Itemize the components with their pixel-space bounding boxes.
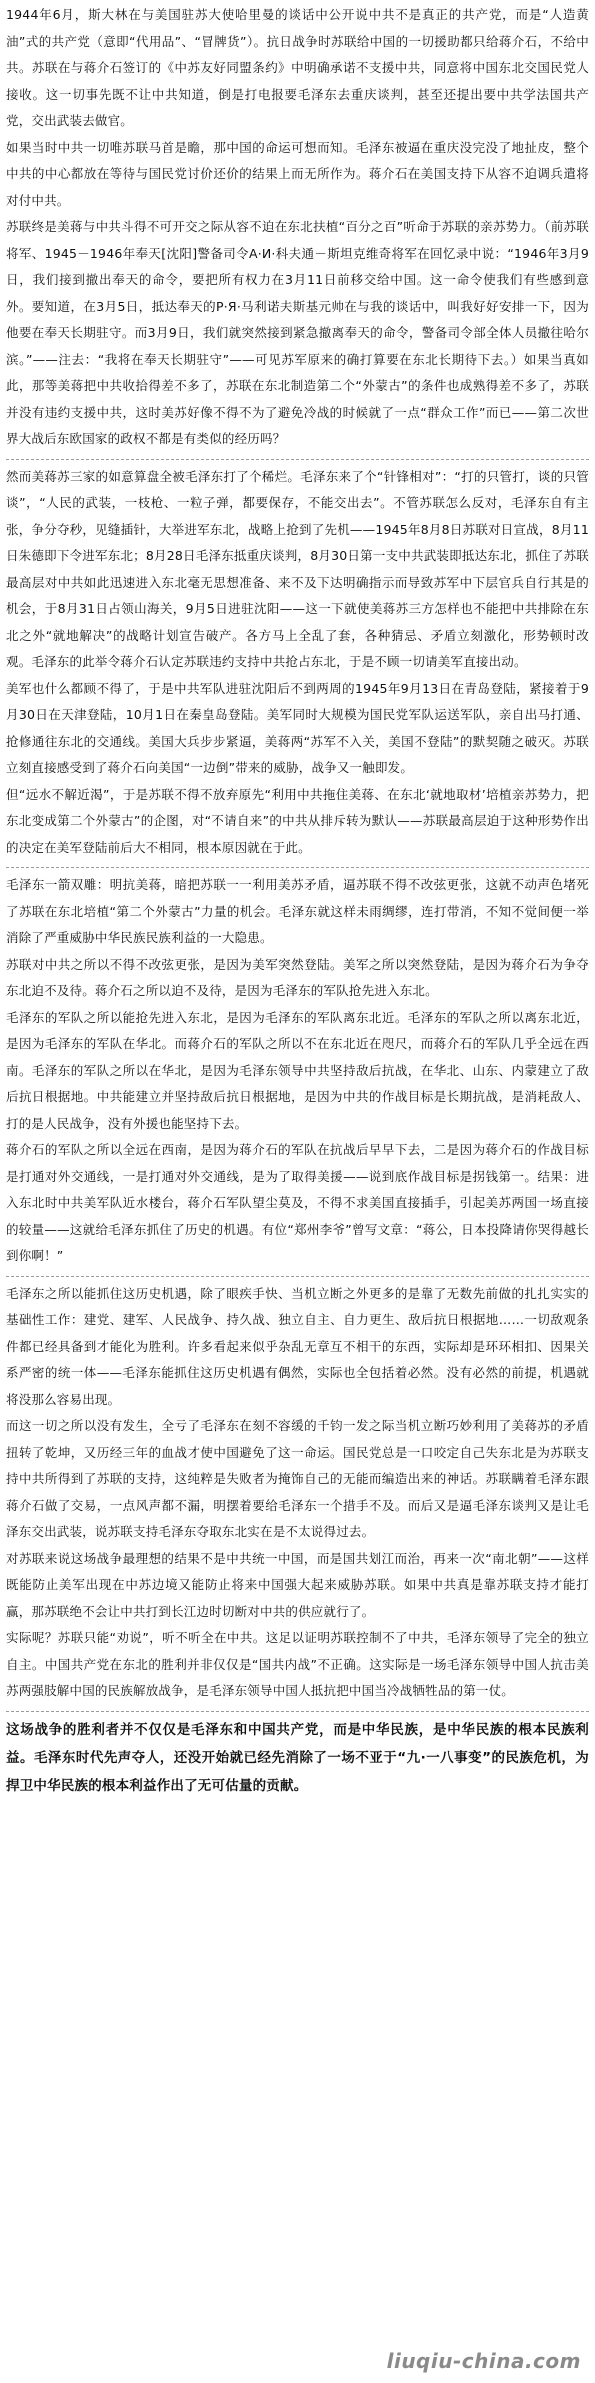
paragraph-independence: 实际呢？苏联只能“劝说”，听不听全在中共。这足以证明苏联控制不了中共，毛泽东领导了完全的独立自主。中国共产党在东北的胜利并非仅仅是“国共内战”不正确。这实际是一场毛泽东领导中国人抗击美苏两强肢解中国的民族解放战争，是毛泽东领导中国人抵抗把中国当冷战牺牲品的第一仗。 (6, 1630, 589, 1698)
section-divider (6, 1276, 589, 1277)
paragraph-causal-chain: 苏联对中共之所以不得不改弦更张，是因为美军突然登陆。美军之所以突然登陆，是因为蒋介石为争夺东北迫不及待。蒋介石之所以迫不及待，是因为毛泽东的军队抢先进入东北。 (6, 956, 589, 998)
paragraph-chiang-army: 蒋介石的军队之所以全远在西南，是因为蒋介石的军队在抗战后早早下去，二是因为蒋介石的作战目标是打通对外交通线，一是打通对外交通线，是为了取得美援——说到底作战目标是拐钱第一。结果：进入东北时中共美军队近水楼台，蒋介石军队望尘莫及，不得不求美国直接插手，引起美苏两国一场直接的较量——这就给毛泽东抓住了历史的机遇。有位“郑州李爷”曾写文章：“蒋公，日本投降请你哭得越长到你啊！” (6, 1142, 589, 1263)
paragraph-mao-counter: 然而美蒋苏三家的如意算盘全被毛泽东打了个稀烂。毛泽东来了个“针锋相对”：“打的只管打，谈的只管谈”，“人民的武装，一枝枪、一粒子弹，都要保存，不能交出去”。不管苏联怎么反对，毛泽东自有主张，争分夺秒，见缝插针，大举进军东北，战略上抢到了先机——1945年8月8日苏联对日宣战，8月11日朱德即下令进军东北；8月28日毛泽东抵重庆谈判，8月30日第一支中共武装即抵达东北，抓住了苏联最高层对中共如此迅速进入东北毫无思想准备、来不及下达明确指示而导致苏军中下层官兵自行其是的机会，于8月31日占领山海关，9月5日进驻沈阳——这一下就使美蒋苏三方怎样也不能把中共排除在东北之外“就地解决”的战略计划宣告破产。各方马上全乱了套，各种猜忌、矛盾立刻激化，形势顿时改观。毛泽东的此举令蒋介石认定苏联违约支持中共抢占东北，于是不顾一切请美军直接出动。 (6, 468, 589, 669)
paragraph-seize-opportunity: 毛泽东之所以能抓住这历史机遇，除了眼疾手快、当机立断之外更多的是靠了无数先前做的扎扎实实的基础性工作：建党、建军、人民战争、持久战、独立自主、自力更生、敌后抗日根据地……一切敌观条件都已经具备到才能化为胜利。许多看起来似乎杂乱无章互不相干的东西，实际却是环环相扣、因果关系严密的统一体——毛泽东能抓住这历史机遇有偶然，实际也全包括着必然。没有必然的前提，机遇就将没那么容易出现。 (6, 1285, 589, 1407)
paragraph-army-location: 毛泽东的军队之所以能抢先进入东北，是因为毛泽东的军队离东北近。毛泽东的军队之所以离东北近，是因为毛泽东的军队在华北。而蒋介石的军队之所以不在东北近在咫尺，而蒋介石的军队几乎全远在西南。毛泽东的军队之所以在华北，是因为毛泽东领导中共坚持敌后抗战，在华北、山东、内蒙建立了敌后抗日根据地。中共能建立并坚持敌后抗日根据地，是因为中共的作战目标是长期抗战，是消耗敌人、打的是人民战争，没有外援也能坚持下去。 (6, 1009, 589, 1131)
section-divider (6, 459, 589, 460)
paragraph-soviet-plan: 苏联终是美蒋与中共斗得不可开交之际从容不迫在东北扶植“百分之百”听命于苏联的亲苏势力。（前苏联将军、1945－1946年奉天[沈阳]警备司令A·И·科夫通－斯坦克维奇将军在回忆录中说：“1946年3月9日，我们接到撤出奉天的命令，要把所有权力在3月11日前移交给中国。这一命令使我们有些感到意外。要知道，在3月5日，抵达奉天的P·Я·马利诺夫斯基元帅在与我的谈话中，叫我好好安排一下，因为他要在奉天长期驻守。而3月9日，我们就突然接到紧急撤离奉天的命令，警备司令部全体人员撤往哈尔滨。”——注去：“我将在奉天长期驻守”——可见苏军原来的确打算要在东北长期待下去。）如果当真如此，那等美蒋把中共收拾得差不多了，苏联在东北制造第二个“外蒙古”的条件也成熟得差不多了，苏联并没有违约支援中共，这时美苏好像不得不为了避免冷战的时候就了一点“群众工作”而已——第二次世界大战后东欧国家的政权不都是有类似的经历吗？ (6, 219, 589, 446)
paragraph-turnaround: 而这一切之所以没有发生，全亏了毛泽东在刻不容缓的千钧一发之际当机立断巧妙利用了美蒋苏的矛盾扭转了乾坤，又历经三年的血战才使中国避免了这一命运。国民党总是一口咬定自己失东北是为苏联支持中共所得到了苏联的支持，这纯粹是失败者为掩饰自己的无能而编造出来的神话。苏联瞒着毛泽东跟蒋介石做了交易，一点风声都不漏，明摆着要给毛泽东一个措手不及。而后又是逼毛泽东谈判又是让毛泽东交出武装，说苏联支持毛泽东夺取东北实在是不太说得过去。 (6, 1418, 589, 1539)
paragraph-conclusion: 这场战争的胜利者并不仅仅是毛泽东和中国共产党，而是中华民族，是中华民族的根本民族利益。毛泽东时代先声夺人，还没开始就已经先消除了一场不亚于“九·一八事变”的民族危机，为捍卫中华民族的根本利益作出了无可估量的贡献。 (6, 1721, 589, 1794)
paragraph-soviet-shift: 但“远水不解近渴”，于是苏联不得不放弃原先“利用中共拖住美蒋、在东北‘就地取材’培植亲苏势力，把东北变成第二个外蒙古”的企图，对“不请自来”的中共从排斥转为默认——苏联最高层迫于这种形势作出的决定在美军登陆前后大不相同，根本原因就在于此。 (6, 786, 589, 855)
paragraph-double-strike: 毛泽东一箭双雕：明抗美蒋，暗把苏联一一利用美苏矛盾，逼苏联不得不改弦更张，这就不动声色堵死了苏联在东北培植“第二个外蒙古”力量的机会。毛泽东就这样未雨绸缪，连打带消，不知不觉间便一举消除了严重威胁中华民族民族利益的一大隐患。 (6, 877, 589, 945)
paragraph-soviet-ideal: 对苏联来说这场战争最理想的结果不是中共统一中国，而是国共划江而治，再来一次“南北朝”——这样既能防止美军出现在中苏边境又能防止将来中国强大起来威胁苏联。如果中共真是靠苏联支持才能打赢，那苏联绝不会让中共打到长江边时切断对中共的供应就行了。 (6, 1550, 589, 1619)
paragraph-us-landing: 美军也什么都顾不得了，于是中共军队进驻沈阳后不到两周的1945年9月13日在青岛登陆，紧接着于9月30日在天津登陆，10月1日在秦皇岛登陆。美军同时大规模为国民党军队运送军队，亲自出马打通、抢修通往东北的交通线。美国大兵步步紧逼，美蒋两“苏军不入关，美国不登陆”的默契随之破灭。苏联立刻直接感受到了蒋介石向美国“一边倒”带来的威胁，战争又一触即发。 (6, 680, 589, 775)
site-watermark: liuqiu-china.com (386, 2349, 581, 2373)
paragraph-stalin-remark: 1944年6月，斯大林在与美国驻苏大使哈里曼的谈话中公开说中共不是真正的共产党，而是“人造黄油”式的共产党（意即“代用品”、“冒牌货”）。抗日战争时苏联给中国的一切援助都只给蒋介石，不给中共。苏联在与蒋介石签订的《中苏友好同盟条约》中明确承诺不支援中共，同意将中国东北交国民党人接收。这一切事先既不让中共知道，倒是打电报要毛泽东去重庆谈判，甚至还提出要中共学法国共产党，交出武装去做官。 (6, 7, 589, 128)
paragraph-fate-of-china: 如果当时中共一切唯苏联马首是瞻，那中国的命运可想而知。毛泽东被逼在重庆没完没了地扯皮，整个中共的中心都放在等待与国民党讨价还价的结果上而无所作为。蒋介石在美国支持下从容不迫调兵遣将对付中共。 (6, 139, 589, 208)
section-divider (6, 867, 589, 868)
section-divider (6, 1711, 589, 1712)
